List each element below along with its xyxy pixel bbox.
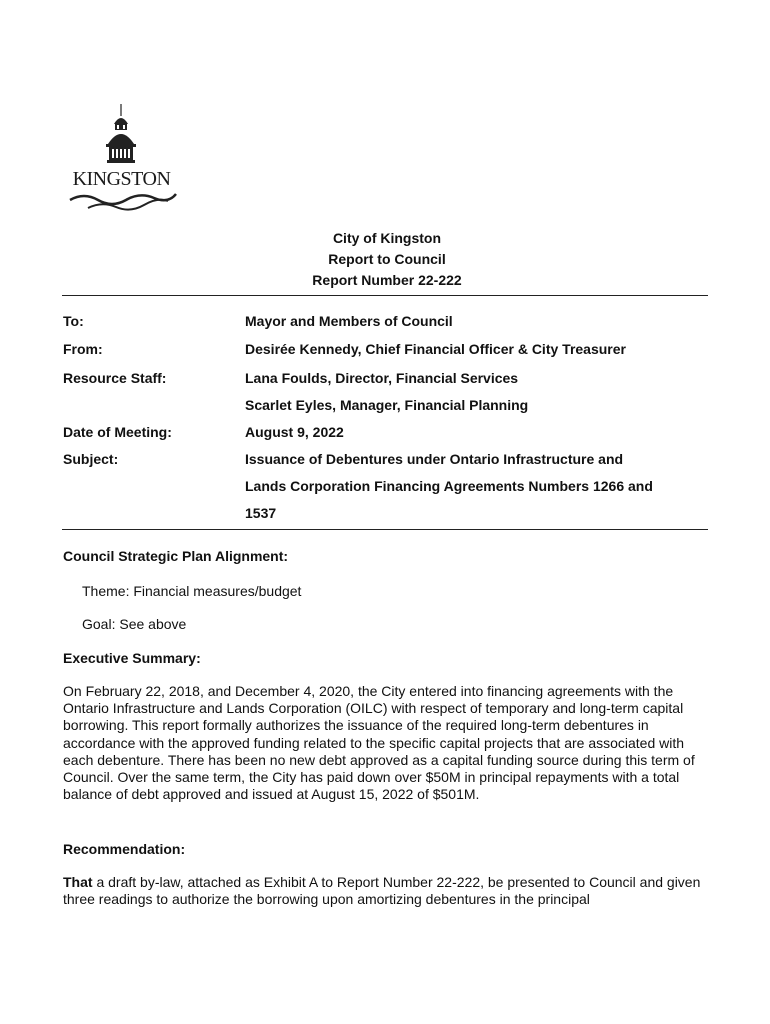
to-label: To:: [63, 313, 84, 329]
date-of-meeting-value: August 9, 2022: [245, 424, 344, 440]
to-value: Mayor and Members of Council: [245, 313, 453, 329]
from-value: Desirée Kennedy, Chief Financial Officer & City Treasurer: [245, 341, 626, 357]
report-header: [0, 228, 770, 291]
header-city: City of Kingston: [332, 230, 442, 246]
strategic-plan-heading: Council Strategic Plan Alignment:: [63, 548, 289, 564]
subject-line-2: Lands Corporation Financing Agreements Numbers 1266 and: [245, 478, 653, 494]
recommendation-lead: That: [63, 874, 93, 890]
executive-summary-body: On February 22, 2018, and December 4, 2020, the City entered into financing agreements with the Ontario Infrastructure and Lands Corporation (OILC) with respect of temporary and long-term capital borrowing. This report formally authorizes the issuance of the required long-term debentures in accordance with the approved funding related to the specific capital projects that are associated with each debenture. There has been no new debt approved as a capital funding source during this term of Council. Over the same term, the City has paid down over $50M in principal repayments with a total balance of debt approved and issued at August 15, 2022 of $501M.: [63, 683, 695, 803]
strategic-goal: Goal: See above: [82, 616, 187, 632]
header-report-type: Report to Council: [328, 251, 446, 267]
recommendation-body: [63, 874, 713, 908]
city-hall-dome-icon: [64, 102, 179, 214]
subject-line-1: Issuance of Debentures under Ontario Infrastructure and: [245, 451, 624, 467]
logo-wordmark: KINGSTON: [72, 168, 171, 190]
executive-summary-heading: Executive Summary:: [63, 650, 201, 666]
recommendation-text: a draft by-law, attached as Exhibit A to Report Number 22-222, be presented to Council and given three readings to authorize the borrowing upon amortizing debentures in the principal: [63, 874, 701, 908]
strategic-theme: Theme: Financial measures/budget: [82, 583, 302, 599]
resource-staff-label: Resource Staff:: [63, 370, 167, 386]
recommendation-heading: Recommendation:: [63, 841, 186, 857]
bottom-divider: [62, 529, 708, 530]
top-divider: [62, 295, 708, 296]
from-label: From:: [63, 341, 103, 357]
date-of-meeting-label: Date of Meeting:: [63, 424, 172, 440]
kingston-logo: [64, 102, 179, 214]
subject-label: Subject:: [63, 451, 119, 467]
resource-staff-value-1: Lana Foulds, Director, Financial Services: [245, 370, 519, 386]
resource-staff-value-2: Scarlet Eyles, Manager, Financial Planning: [245, 397, 529, 413]
subject-line-3: 1537: [245, 505, 277, 521]
header-report-number: Report Number 22-222: [312, 272, 462, 288]
